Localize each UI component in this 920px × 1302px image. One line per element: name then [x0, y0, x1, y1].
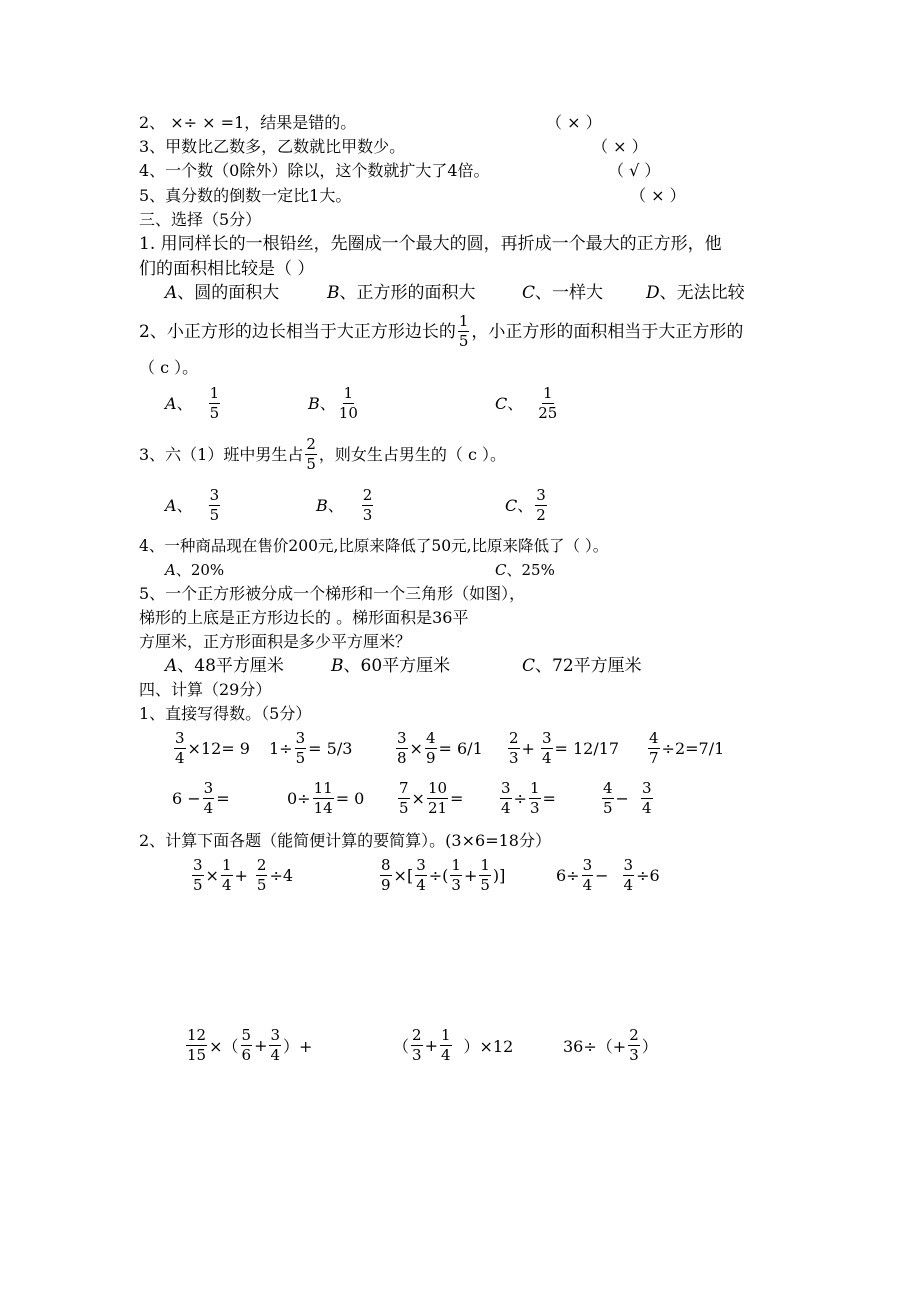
q2-line2: （ c ）。 [139, 358, 199, 377]
q1-line1: 1. 用同样长的一根铅丝，先圈成一个最大的圆，再折成一个最大的正方形，他 [139, 234, 722, 254]
judge-answer-3: （ × ） [592, 137, 648, 156]
calc1-expr-4: $\frac{2}{3}$ + $\frac{3}{4}$ = 12/17 [509, 729, 620, 767]
q5-line1: 5、一个正方形被分成一个梯形和一个三角形（如图）， [139, 584, 526, 603]
calc2-title: 2、计算下面各题（能简便计算的要简算）。(3×6=18分） [139, 831, 551, 850]
calc1-expr-10: $\frac{4}{5}$ − $\frac{3}{4}$ [603, 779, 652, 817]
q2-option-c: C 、 $\frac{1}{25}$ [495, 384, 558, 422]
judge-item-3: 3、甲数比乙数多，乙数就比甲数少。 [139, 137, 406, 156]
calc2-problem-6: 36÷（+ $\frac{2}{3}$ ） [563, 1026, 658, 1064]
calc1-expr-5: $\frac{4}{7}$ ÷2=7/1 [649, 729, 725, 767]
q1-option-d: D、无法比较 [646, 283, 745, 303]
q1-option-b: B、正方形的面积大 [327, 283, 476, 303]
q4-option-a: A、20% [165, 561, 225, 579]
q5-option-c: C、72平方厘米 [522, 656, 642, 676]
calc1-expr-3: $\frac{3}{8}$ × $\frac{4}{9}$ = 6/1 [397, 729, 483, 767]
q3-option-b: B 、 $\frac{2}{3}$ [316, 486, 373, 524]
judge-answer-5: （ × ） [630, 186, 686, 205]
calc2-problem-2: $\frac{8}{9}$ ×[ $\frac{3}{4}$ ÷( $\frac{1}{3}$ + $\frac{1}{5}$ )] [381, 856, 506, 894]
calc2-problem-3: 6÷ $\frac{3}{4}$ − $\frac{3}{4}$ ÷6 [556, 856, 660, 894]
calc1-expr-1: $\frac{3}{4}$ ×12= 9 [175, 729, 250, 767]
calc1-expr-8: $\frac{7}{5}$ × $\frac{10}{21}$ = [399, 779, 464, 817]
calc1-title: 1、直接写得数。（5分） [139, 704, 312, 723]
calc1-expr-6: 6 − $\frac{3}{4}$ = [172, 779, 230, 817]
calc2-problem-4: $\frac{12}{15}$ ×（ $\frac{5}{6}$ + $\frac{3}{4}$ ）+ [187, 1026, 313, 1064]
calc1-expr-7: 0÷ $\frac{11}{14}$ = 0 [287, 779, 365, 817]
judge-answer-2: （ × ） [546, 113, 602, 132]
q5-option-a: A、48平方厘米 [165, 656, 284, 676]
calc1-expr-2: 1÷ $\frac{3}{5}$ = 5/3 [269, 729, 353, 767]
q1-line2: 们的面积相比较是（ ） [139, 259, 315, 279]
q5-line3: 方厘米，正方形面积是多少平方厘米？ [139, 632, 412, 651]
q4-text: 4、一种商品现在售价200元,比原来降低了50元,比原来降低了（ ）。 [139, 537, 609, 555]
q1-option-c: C、一样大 [522, 283, 604, 303]
judge-item-4: 4、一个数（0除外）除以，这个数就扩大了4倍。 [139, 161, 490, 180]
calc1-expr-9: $\frac{3}{4}$ ÷ $\frac{1}{3}$ = [501, 779, 556, 817]
q1-option-a: A、圆的面积大 [165, 283, 280, 303]
calc2-problem-1: $\frac{3}{5}$ × $\frac{1}{4}$ + $\frac{2}{5}$ ÷4 [193, 856, 294, 894]
q3-fraction: $\frac{2}{5}$ [306, 435, 316, 473]
calc2-problem-5: （ $\frac{2}{3}$ + $\frac{1}{4}$ ）×12 [393, 1026, 514, 1064]
section-4-title: 四、计算（29分） [139, 680, 272, 699]
q4-option-c: C、25% [495, 561, 555, 579]
q2-fraction: $\frac{1}{5}$ [458, 312, 469, 350]
q3-line1: 3、六（1）班中男生占 $\frac{2}{5}$ ，则女生占男生的（ c ）。 [139, 435, 507, 473]
judge-answer-4: （ √ ） [608, 161, 661, 180]
q2-line1: 2、小正方形的边长相当于大正方形边长的 $\frac{1}{5}$ ，小正方形的面积相当于大正方形的 [139, 312, 744, 350]
judge-item-5: 5、真分数的倒数一定比1大。 [139, 186, 352, 205]
judge-item-2: 2、 ×÷ × =1，结果是错的。 [139, 113, 357, 132]
q3-option-a: A 、 $\frac{3}{5}$ [165, 486, 220, 524]
q2-option-a: A 、 $\frac{1}{5}$ [165, 384, 220, 422]
q5-option-b: B、60平方厘米 [331, 656, 451, 676]
section-3-title: 三、选择（5分） [139, 210, 262, 229]
q2-option-b: B 、 $\frac{1}{10}$ [308, 384, 358, 422]
q5-line2: 梯形的上底是正方形边长的 。梯形面积是36平 [139, 608, 469, 627]
q3-option-c: C 、 $\frac{3}{2}$ [505, 486, 546, 524]
